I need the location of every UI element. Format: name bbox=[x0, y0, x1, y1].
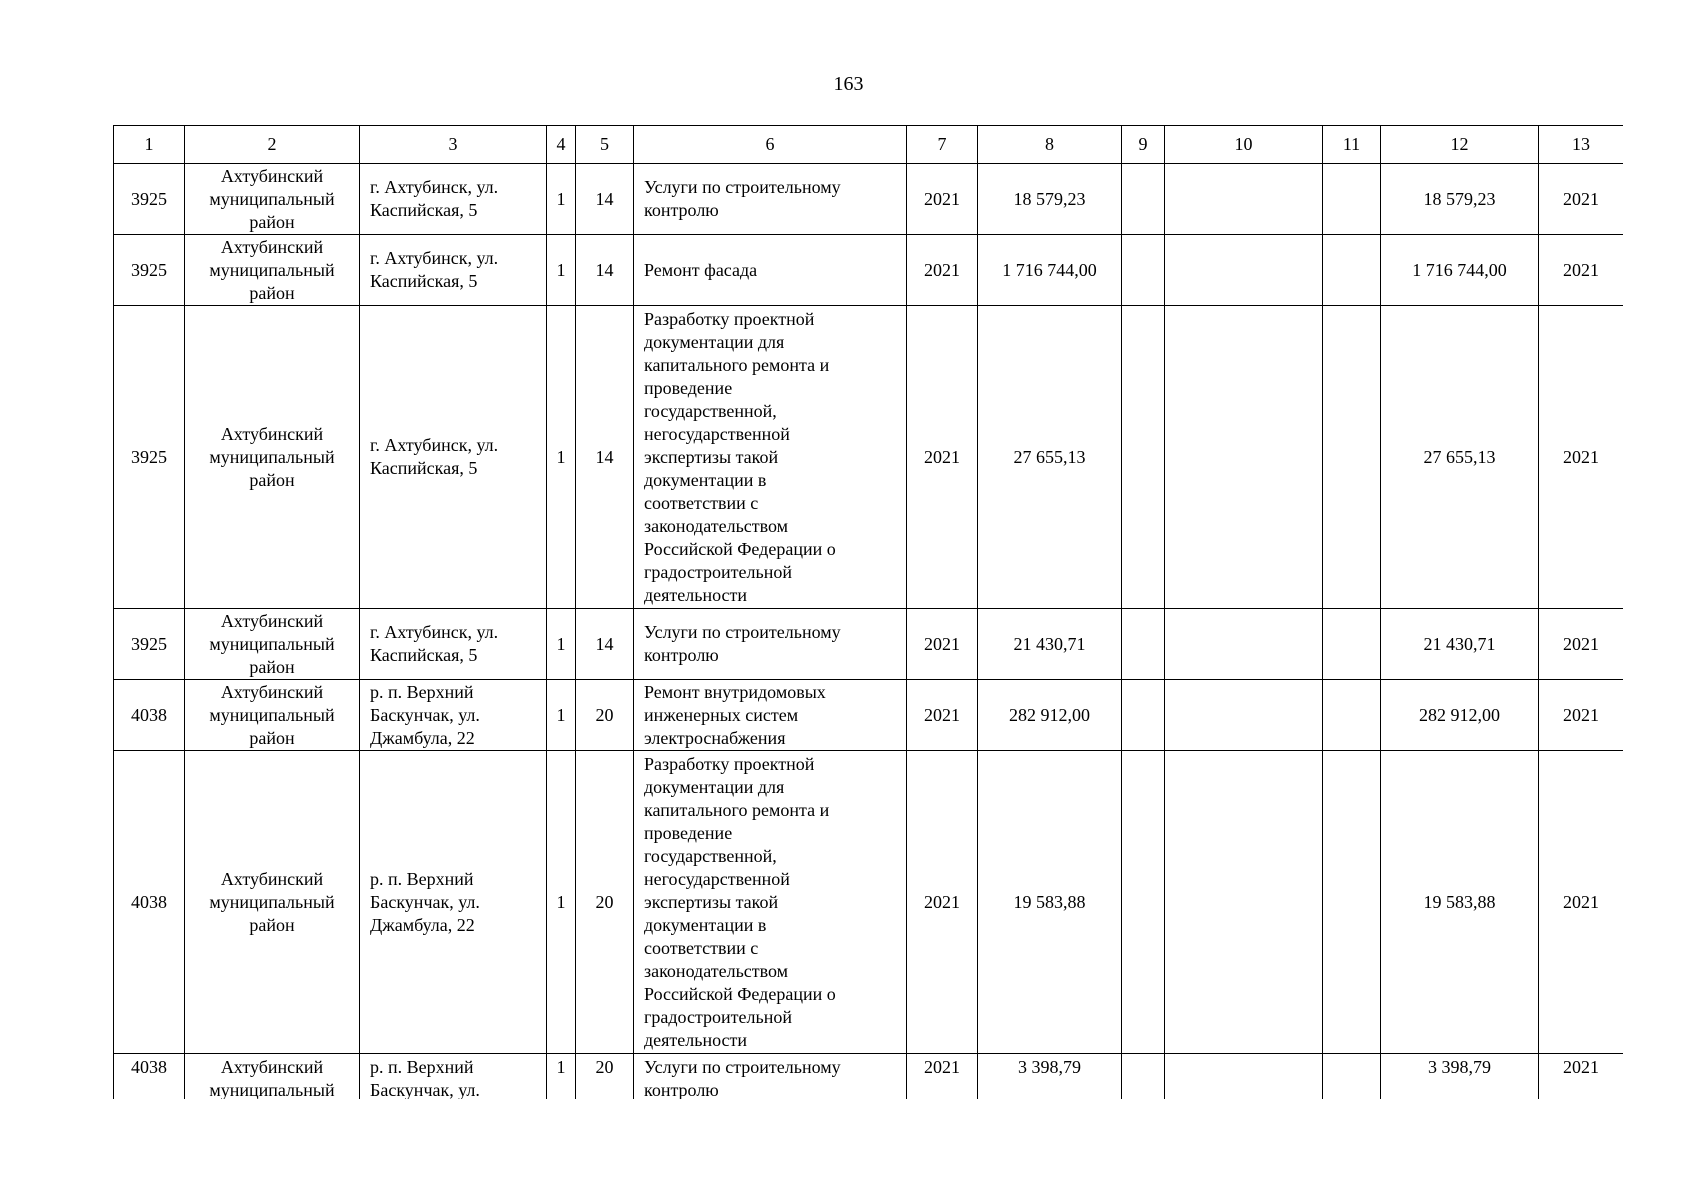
cell-line: Баскунчак, ул. bbox=[370, 1080, 480, 1099]
cell-line: негосударственной bbox=[644, 868, 790, 889]
table-row bbox=[114, 164, 1624, 235]
cell-col-5: 20 bbox=[576, 680, 634, 751]
cell-col-10 bbox=[1165, 306, 1323, 609]
cell-col-4: 1 bbox=[547, 306, 576, 609]
cell-line: негосударственной bbox=[644, 423, 790, 444]
cell-completion-year: 2021 bbox=[1539, 751, 1624, 1054]
cell-line: документации в bbox=[644, 914, 767, 935]
cell-line: муниципальный bbox=[209, 188, 335, 209]
cell-line: муниципальный bbox=[209, 446, 335, 467]
cell-work-type bbox=[634, 751, 907, 1054]
cell-line: контролю bbox=[644, 645, 719, 665]
cell-line: Джамбула, 22 bbox=[370, 727, 475, 748]
cell-col-4: 1 bbox=[547, 164, 576, 235]
table-body bbox=[114, 164, 1624, 1100]
cell-line: район bbox=[249, 914, 295, 935]
table-wrapper bbox=[113, 125, 1623, 1099]
cell-municipality bbox=[185, 751, 360, 1054]
column-header-8: 8 bbox=[978, 126, 1122, 164]
column-header-12: 12 bbox=[1381, 126, 1539, 164]
cell-line: проведение bbox=[644, 822, 733, 843]
cell-col-4: 1 bbox=[547, 751, 576, 1054]
cell-completion-year: 2021 bbox=[1539, 306, 1624, 609]
cell-work-type bbox=[634, 680, 907, 751]
cell-line: инженерных систем bbox=[644, 704, 799, 725]
cell-line: проведение bbox=[644, 377, 733, 398]
cell-work-type bbox=[634, 306, 907, 609]
cell-line: Ремонт фасада bbox=[644, 259, 758, 280]
cell-municipality bbox=[185, 306, 360, 609]
cell-house-id: 4038 bbox=[114, 1054, 185, 1100]
column-header-11: 11 bbox=[1323, 126, 1381, 164]
cell-year: 2021 bbox=[907, 1054, 978, 1100]
cell-address bbox=[360, 235, 547, 306]
cell-address bbox=[360, 751, 547, 1054]
cell-total-cost: 3 398,79 bbox=[1381, 1054, 1539, 1100]
cell-col-10 bbox=[1165, 1054, 1323, 1100]
cell-line: муниципальный bbox=[209, 633, 335, 654]
column-header-7: 7 bbox=[907, 126, 978, 164]
cell-line: Каспийская, 5 bbox=[370, 271, 478, 291]
cell-cost: 27 655,13 bbox=[978, 306, 1122, 609]
cell-line: Баскунчак, ул. bbox=[370, 704, 480, 725]
cell-line: Услуги по строительному bbox=[644, 1057, 841, 1077]
cell-municipality bbox=[185, 235, 360, 306]
page-number: 163 bbox=[833, 73, 864, 95]
cell-house-id: 3925 bbox=[114, 235, 185, 306]
cell-completion-year: 2021 bbox=[1539, 609, 1624, 680]
cell-line: Каспийская, 5 bbox=[370, 645, 478, 665]
header-row bbox=[114, 126, 1624, 164]
cell-line: Ахтубинский bbox=[220, 1057, 324, 1077]
cell-line: Джамбула, 22 bbox=[370, 914, 475, 935]
cell-cost: 1 716 744,00 bbox=[978, 235, 1122, 306]
capital-repair-table bbox=[113, 125, 1623, 1099]
cell-line: Разработку проектной bbox=[644, 753, 815, 774]
cell-col-11 bbox=[1323, 306, 1381, 609]
column-header-2: 2 bbox=[185, 126, 360, 164]
cell-line: документации для bbox=[644, 331, 785, 352]
cell-col-4: 1 bbox=[547, 609, 576, 680]
column-header-9: 9 bbox=[1122, 126, 1165, 164]
cell-address bbox=[360, 1054, 547, 1100]
column-header-1: 1 bbox=[114, 126, 185, 164]
cell-col-9 bbox=[1122, 306, 1165, 609]
cell-municipality bbox=[185, 609, 360, 680]
cell-house-id: 3925 bbox=[114, 164, 185, 235]
cell-col-5: 14 bbox=[576, 609, 634, 680]
column-header-13: 13 bbox=[1539, 126, 1624, 164]
cell-total-cost: 21 430,71 bbox=[1381, 609, 1539, 680]
cell-year: 2021 bbox=[907, 164, 978, 235]
cell-line: деятельности bbox=[644, 1029, 748, 1050]
cell-year: 2021 bbox=[907, 751, 978, 1054]
cell-completion-year: 2021 bbox=[1539, 164, 1624, 235]
cell-col-11 bbox=[1323, 680, 1381, 751]
cell-col-11 bbox=[1323, 751, 1381, 1054]
cell-work-type bbox=[634, 609, 907, 680]
cell-col-9 bbox=[1122, 164, 1165, 235]
cell-municipality bbox=[185, 680, 360, 751]
table-row bbox=[114, 1054, 1624, 1100]
cell-cost: 21 430,71 bbox=[978, 609, 1122, 680]
cell-municipality bbox=[185, 1054, 360, 1100]
cell-address bbox=[360, 680, 547, 751]
cell-total-cost: 27 655,13 bbox=[1381, 306, 1539, 609]
cell-line: район bbox=[249, 727, 295, 748]
cell-line: Ахтубинский bbox=[220, 610, 324, 631]
cell-col-4: 1 bbox=[547, 235, 576, 306]
cell-year: 2021 bbox=[907, 235, 978, 306]
cell-col-4: 1 bbox=[547, 680, 576, 751]
cell-line: Каспийская, 5 bbox=[370, 458, 478, 478]
cell-total-cost: 1 716 744,00 bbox=[1381, 235, 1539, 306]
cell-line: контролю bbox=[644, 200, 719, 220]
cell-house-id: 4038 bbox=[114, 751, 185, 1054]
cell-line: Ахтубинский bbox=[220, 868, 324, 889]
cell-line: законодательством bbox=[644, 960, 789, 981]
cell-line: Каспийская, 5 bbox=[370, 200, 478, 220]
cell-line: государственной, bbox=[644, 845, 777, 866]
cell-col-11 bbox=[1323, 235, 1381, 306]
cell-work-type bbox=[634, 164, 907, 235]
cell-line: район bbox=[249, 469, 295, 490]
cell-line: район bbox=[249, 282, 295, 303]
cell-line: муниципальный bbox=[209, 259, 335, 280]
cell-line: Ремонт внутридомовых bbox=[644, 681, 826, 702]
cell-col-10 bbox=[1165, 609, 1323, 680]
cell-col-9 bbox=[1122, 1054, 1165, 1100]
cell-line: экспертизы такой bbox=[644, 891, 779, 912]
cell-line: Ахтубинский bbox=[220, 423, 324, 444]
cell-col-5: 14 bbox=[576, 235, 634, 306]
cell-col-9 bbox=[1122, 609, 1165, 680]
cell-completion-year: 2021 bbox=[1539, 680, 1624, 751]
cell-line: контролю bbox=[644, 1080, 719, 1099]
cell-line: р. п. Верхний bbox=[370, 1057, 474, 1077]
column-header-3: 3 bbox=[360, 126, 547, 164]
cell-line: р. п. Верхний bbox=[370, 868, 474, 889]
cell-line: район bbox=[249, 211, 295, 232]
cell-line: Российской Федерации о bbox=[644, 538, 836, 559]
cell-completion-year: 2021 bbox=[1539, 235, 1624, 306]
table-row bbox=[114, 306, 1624, 609]
cell-line: г. Ахтубинск, ул. bbox=[370, 248, 499, 268]
cell-col-10 bbox=[1165, 164, 1323, 235]
cell-address bbox=[360, 164, 547, 235]
cell-year: 2021 bbox=[907, 306, 978, 609]
cell-line: Ахтубинский bbox=[220, 681, 324, 702]
cell-address bbox=[360, 306, 547, 609]
cell-line: г. Ахтубинск, ул. bbox=[370, 435, 499, 455]
cell-line: градостроительной bbox=[644, 1006, 792, 1027]
cell-total-cost: 282 912,00 bbox=[1381, 680, 1539, 751]
cell-line: государственной, bbox=[644, 400, 777, 421]
cell-total-cost: 18 579,23 bbox=[1381, 164, 1539, 235]
cell-col-10 bbox=[1165, 751, 1323, 1054]
cell-house-id: 4038 bbox=[114, 680, 185, 751]
cell-col-10 bbox=[1165, 680, 1323, 751]
cell-line: муниципальный bbox=[209, 704, 335, 725]
cell-line: градостроительной bbox=[644, 561, 792, 582]
cell-house-id: 3925 bbox=[114, 609, 185, 680]
cell-col-5: 20 bbox=[576, 1054, 634, 1100]
cell-line: Ахтубинский bbox=[220, 236, 324, 257]
cell-line: законодательством bbox=[644, 515, 789, 536]
cell-line: район bbox=[249, 656, 295, 677]
cell-work-type bbox=[634, 1054, 907, 1100]
column-header-4: 4 bbox=[547, 126, 576, 164]
cell-municipality bbox=[185, 164, 360, 235]
cell-line: г. Ахтубинск, ул. bbox=[370, 622, 499, 642]
cell-line: муниципальный bbox=[209, 1080, 335, 1099]
cell-total-cost: 19 583,88 bbox=[1381, 751, 1539, 1054]
cell-line: документации для bbox=[644, 776, 785, 797]
cell-cost: 282 912,00 bbox=[978, 680, 1122, 751]
cell-line: Разработку проектной bbox=[644, 308, 815, 329]
cell-col-10 bbox=[1165, 235, 1323, 306]
table-row bbox=[114, 235, 1624, 306]
cell-line: Услуги по строительному bbox=[644, 177, 841, 197]
cell-col-11 bbox=[1323, 164, 1381, 235]
cell-col-11 bbox=[1323, 609, 1381, 680]
cell-house-id: 3925 bbox=[114, 306, 185, 609]
cell-line: документации в bbox=[644, 469, 767, 490]
cell-line: капитального ремонта и bbox=[644, 799, 830, 820]
cell-line: электроснабжения bbox=[644, 727, 786, 748]
cell-line: деятельности bbox=[644, 584, 748, 605]
cell-col-9 bbox=[1122, 235, 1165, 306]
cell-line: муниципальный bbox=[209, 891, 335, 912]
cell-col-5: 14 bbox=[576, 306, 634, 609]
table-row bbox=[114, 609, 1624, 680]
table-row bbox=[114, 680, 1624, 751]
column-header-10: 10 bbox=[1165, 126, 1323, 164]
cell-cost: 3 398,79 bbox=[978, 1054, 1122, 1100]
cell-year: 2021 bbox=[907, 680, 978, 751]
cell-address bbox=[360, 609, 547, 680]
cell-year: 2021 bbox=[907, 609, 978, 680]
cell-line: экспертизы такой bbox=[644, 446, 779, 467]
cell-line: Ахтубинский bbox=[220, 165, 324, 186]
table-row bbox=[114, 751, 1624, 1054]
column-header-6: 6 bbox=[634, 126, 907, 164]
cell-cost: 19 583,88 bbox=[978, 751, 1122, 1054]
cell-col-5: 20 bbox=[576, 751, 634, 1054]
cell-line: Баскунчак, ул. bbox=[370, 891, 480, 912]
cell-col-9 bbox=[1122, 751, 1165, 1054]
cell-completion-year: 2021 bbox=[1539, 1054, 1624, 1100]
cell-work-type bbox=[634, 235, 907, 306]
cell-line: Услуги по строительному bbox=[644, 622, 841, 642]
cell-col-4: 1 bbox=[547, 1054, 576, 1100]
cell-col-9 bbox=[1122, 680, 1165, 751]
cell-line: соответствии с bbox=[644, 492, 759, 513]
cell-col-11 bbox=[1323, 1054, 1381, 1100]
column-header-5: 5 bbox=[576, 126, 634, 164]
cell-cost: 18 579,23 bbox=[978, 164, 1122, 235]
cell-line: капитального ремонта и bbox=[644, 354, 830, 375]
cell-line: Российской Федерации о bbox=[644, 983, 836, 1004]
cell-line: г. Ахтубинск, ул. bbox=[370, 177, 499, 197]
cell-line: соответствии с bbox=[644, 937, 759, 958]
cell-line: р. п. Верхний bbox=[370, 681, 474, 702]
cell-col-5: 14 bbox=[576, 164, 634, 235]
